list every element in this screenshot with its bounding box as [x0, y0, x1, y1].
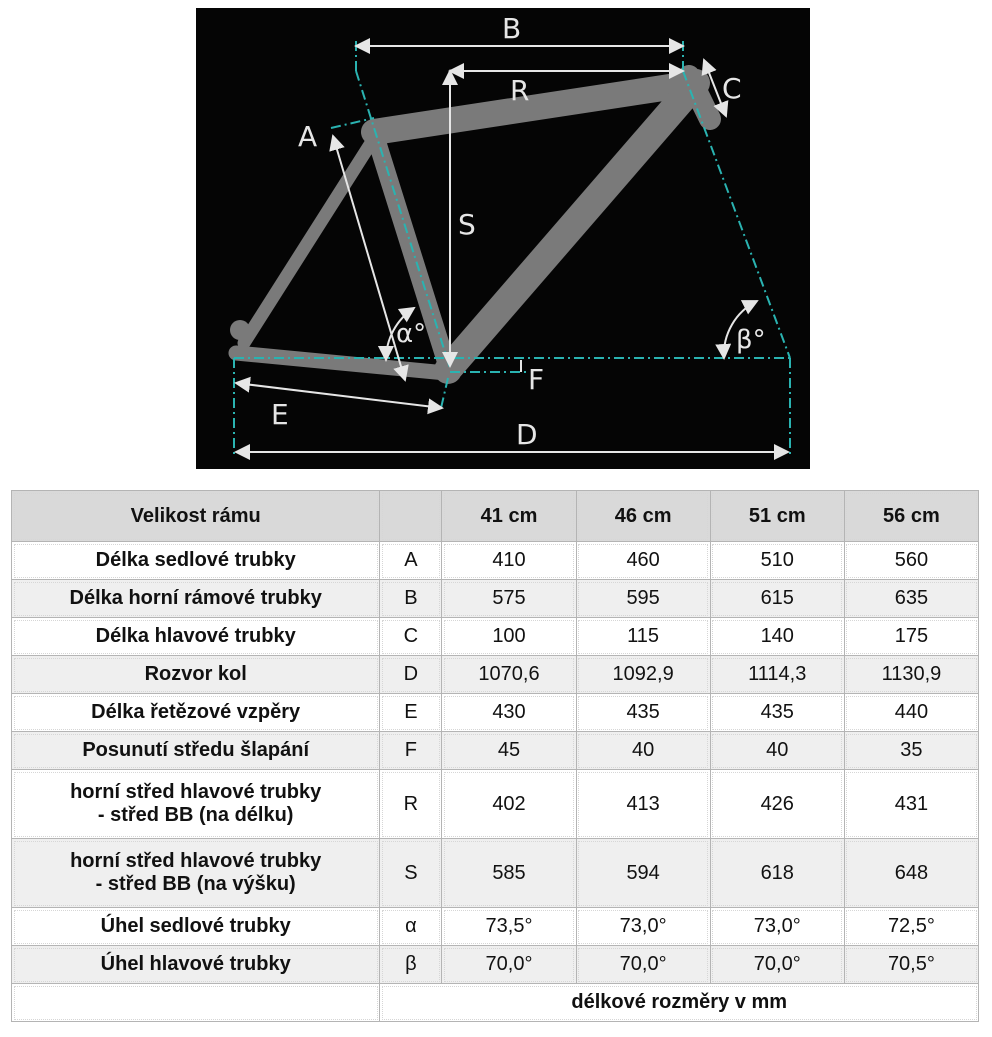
row-code: C — [380, 618, 442, 656]
row-label — [12, 694, 380, 732]
row-value: 426 — [710, 770, 844, 839]
table-row — [12, 694, 979, 732]
row-label — [12, 770, 380, 839]
row-label-line1: horní střed hlavové trubky — [70, 850, 322, 872]
row-label-line1: Úhel sedlové trubky — [100, 915, 291, 937]
row-value: 140 — [710, 618, 844, 656]
row-value: 585 — [442, 839, 576, 908]
row-value: 435 — [710, 694, 844, 732]
geometry-table — [11, 490, 979, 1022]
header-size: 51 cm — [710, 491, 844, 542]
row-label-line2: - střed BB (na délku) — [97, 804, 294, 826]
row-label — [12, 839, 380, 908]
table-row — [12, 770, 979, 839]
row-value: 175 — [844, 618, 978, 656]
header-size-label: Velikost rámu — [12, 491, 380, 542]
row-label-line1: Posunutí středu šlapání — [82, 739, 310, 761]
header-size: 56 cm — [844, 491, 978, 542]
row-value: 402 — [442, 770, 576, 839]
row-code: A — [380, 542, 442, 580]
row-value: 70,0° — [442, 946, 576, 984]
chain-stay — [236, 353, 446, 373]
row-label — [12, 618, 380, 656]
row-value: 648 — [844, 839, 978, 908]
dim-e-arrow — [236, 383, 442, 408]
row-code: F — [380, 732, 442, 770]
row-value: 595 — [576, 580, 710, 618]
row-code: E — [380, 694, 442, 732]
row-value: 70,0° — [576, 946, 710, 984]
row-label-line1: Délka hlavové trubky — [95, 625, 296, 647]
row-value: 575 — [442, 580, 576, 618]
frame-geometry-diagram — [196, 8, 810, 469]
row-value: 1114,3 — [710, 656, 844, 694]
label-s: S — [458, 208, 476, 241]
row-value: 431 — [844, 770, 978, 839]
row-value: 560 — [844, 542, 978, 580]
row-label-line1: Rozvor kol — [144, 663, 247, 685]
row-value: 410 — [442, 542, 576, 580]
table-row — [12, 946, 979, 984]
label-d: D — [516, 418, 538, 451]
dropout — [230, 320, 250, 340]
row-value: 70,0° — [710, 946, 844, 984]
row-code: B — [380, 580, 442, 618]
row-value: 100 — [442, 618, 576, 656]
row-code: β — [380, 946, 442, 984]
label-b: B — [502, 12, 522, 45]
row-label-line1: Úhel hlavové trubky — [100, 953, 291, 975]
row-code: S — [380, 839, 442, 908]
table-row — [12, 580, 979, 618]
row-value: 635 — [844, 580, 978, 618]
row-label — [12, 908, 380, 946]
label-a: A — [298, 120, 318, 153]
table-footer-row — [12, 984, 979, 1022]
row-value: 40 — [576, 732, 710, 770]
row-value: 440 — [844, 694, 978, 732]
label-r: R — [510, 74, 530, 107]
row-value: 115 — [576, 618, 710, 656]
row-value: 40 — [710, 732, 844, 770]
row-value: 1130,9 — [844, 656, 978, 694]
row-value: 594 — [576, 839, 710, 908]
row-label-line1: horní střed hlavové trubky — [70, 781, 322, 803]
label-f: F — [528, 363, 545, 396]
label-c: C — [722, 72, 742, 105]
row-value: 435 — [576, 694, 710, 732]
row-value: 460 — [576, 542, 710, 580]
row-value: 413 — [576, 770, 710, 839]
row-value: 615 — [710, 580, 844, 618]
table-row — [12, 618, 979, 656]
table-header-row — [12, 491, 979, 542]
row-label — [12, 580, 380, 618]
row-value: 510 — [710, 542, 844, 580]
seat-stay — [244, 143, 371, 343]
row-label-line2: - střed BB (na výšku) — [95, 873, 296, 895]
label-e: E — [271, 398, 289, 431]
table-row — [12, 656, 979, 694]
row-code: α — [380, 908, 442, 946]
row-value: 1070,6 — [442, 656, 576, 694]
header-size: 41 cm — [442, 491, 576, 542]
row-value: 70,5° — [844, 946, 978, 984]
header-code — [380, 491, 442, 542]
table-row — [12, 839, 979, 908]
row-label — [12, 656, 380, 694]
footer-note: délkové rozměry v mm — [380, 984, 979, 1022]
row-value: 72,5° — [844, 908, 978, 946]
row-value: 35 — [844, 732, 978, 770]
footer-empty-cell — [12, 984, 380, 1022]
row-value: 73,0° — [576, 908, 710, 946]
row-label-line1: Délka horní rámové trubky — [69, 587, 322, 609]
label-beta: β° — [736, 325, 766, 355]
row-value: 73,5° — [442, 908, 576, 946]
header-size: 46 cm — [576, 491, 710, 542]
row-label — [12, 732, 380, 770]
table-row — [12, 908, 979, 946]
table-row — [12, 732, 979, 770]
row-value: 73,0° — [710, 908, 844, 946]
row-value: 1092,9 — [576, 656, 710, 694]
row-value: 430 — [442, 694, 576, 732]
row-label-line1: Délka řetězové vzpěry — [91, 701, 301, 723]
frame-geometry-svg — [196, 8, 810, 469]
row-label — [12, 946, 380, 984]
row-label-line1: Délka sedlové trubky — [95, 549, 296, 571]
row-value: 45 — [442, 732, 576, 770]
row-code: R — [380, 770, 442, 839]
label-alpha: α° — [396, 319, 427, 349]
table-row — [12, 542, 979, 580]
row-label — [12, 542, 380, 580]
row-code: D — [380, 656, 442, 694]
row-value: 618 — [710, 839, 844, 908]
